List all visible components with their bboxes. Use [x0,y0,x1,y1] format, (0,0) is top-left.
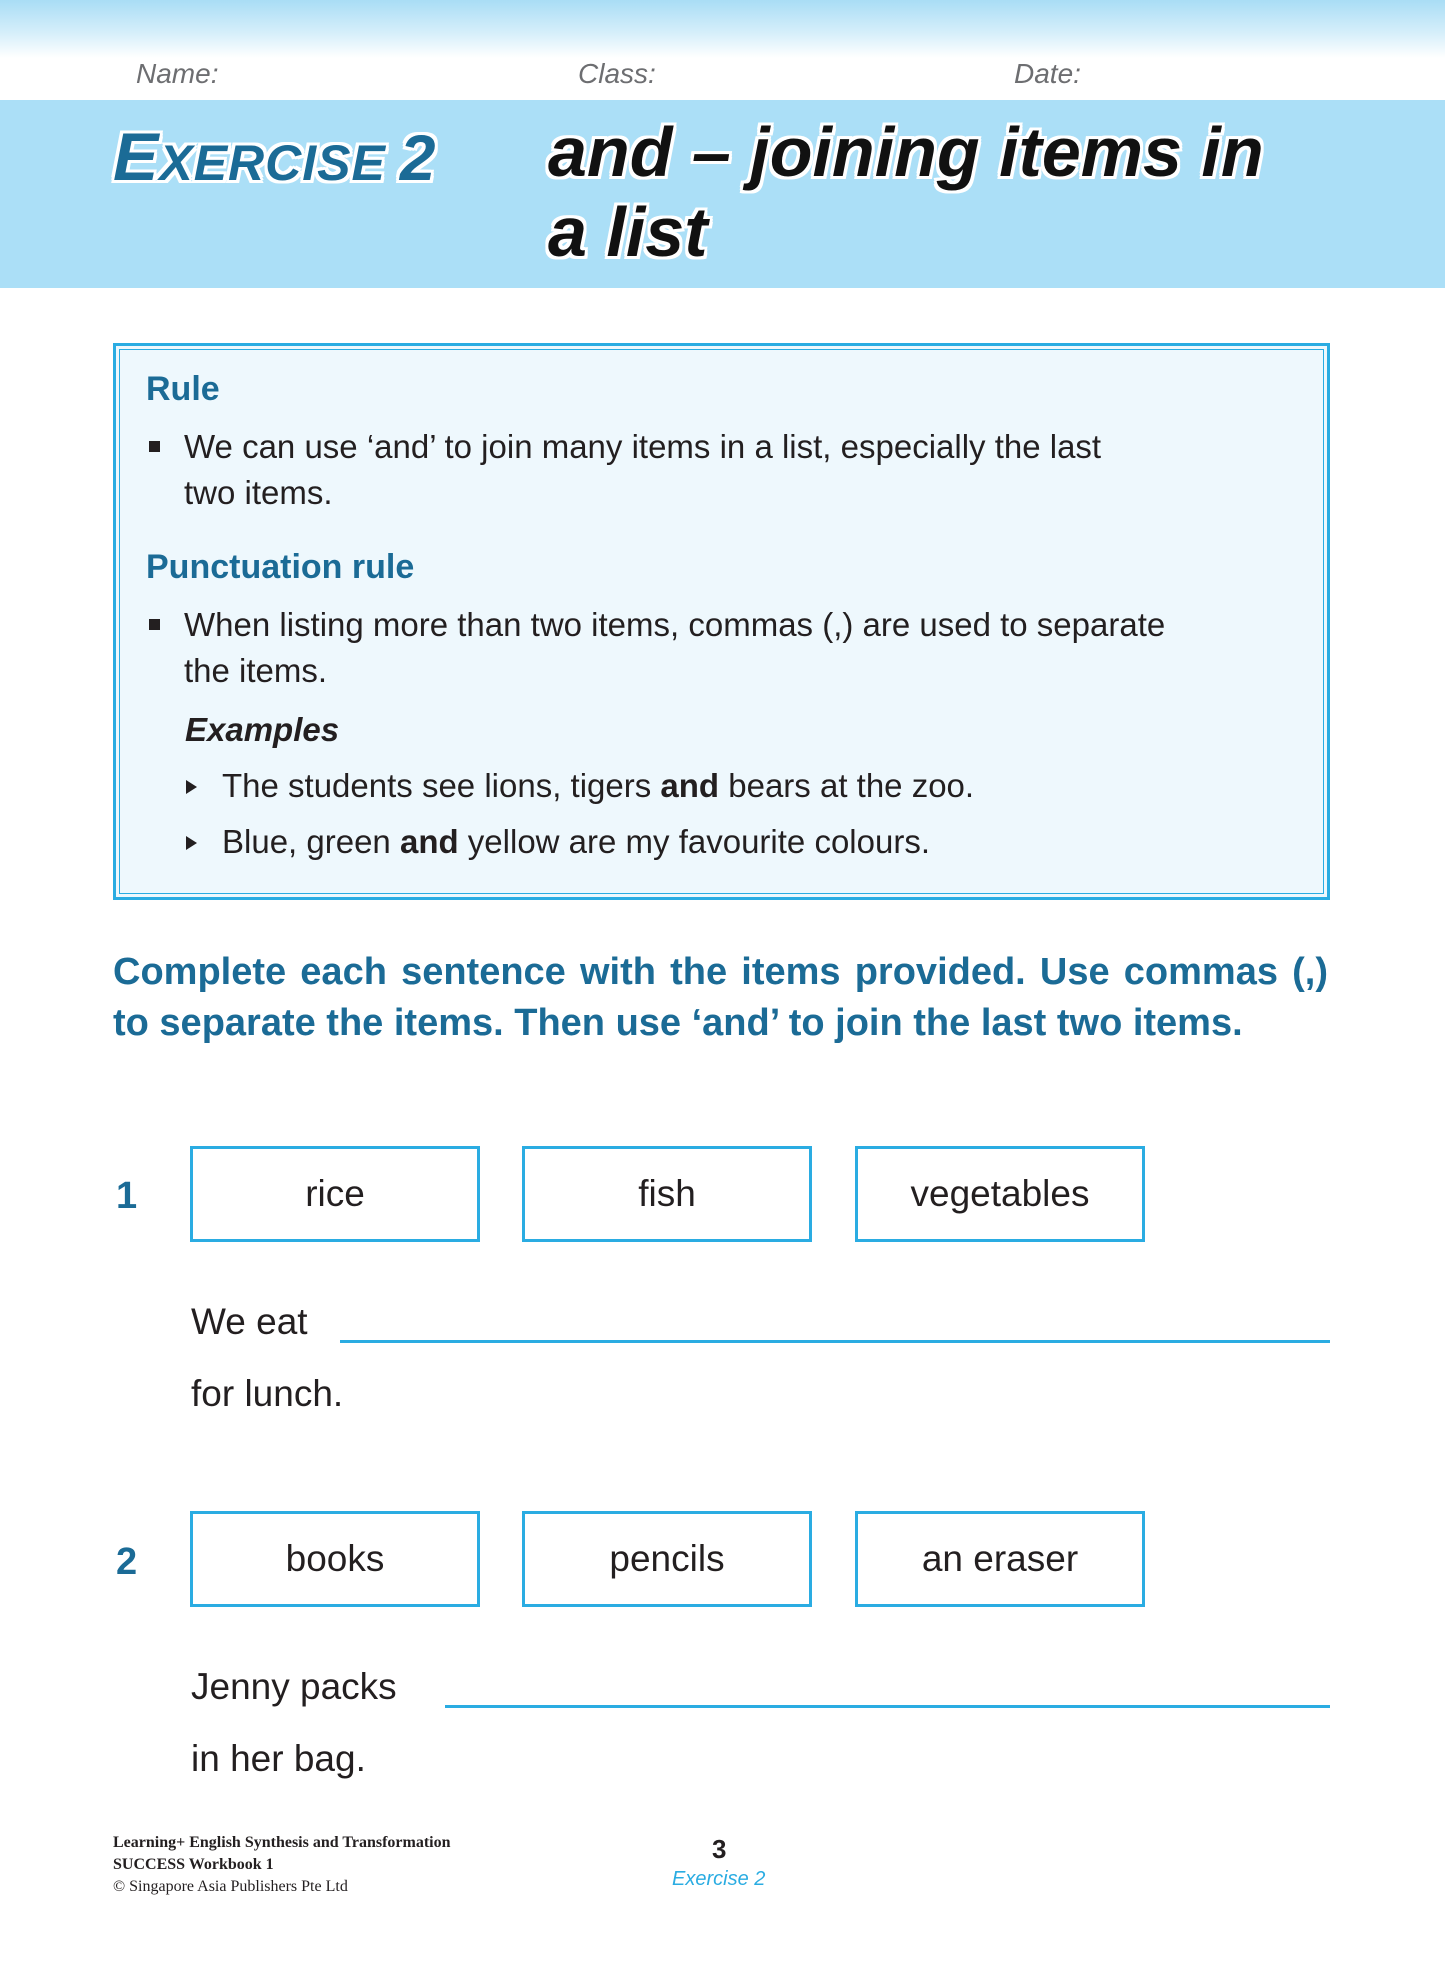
item-box-an-eraser: an eraser [855,1511,1145,1607]
punctuation-bullet-line-1: When listing more than two items, commas (,) are used to separate [184,606,1166,643]
item-box-books: books [190,1511,480,1607]
examples-heading: Examples [185,711,340,748]
footer-workbook: SUCCESS Workbook 1 [113,1856,274,1873]
item-box-pencils: pencils [522,1511,812,1607]
class-label: Class: [578,58,656,89]
item-box-fish: fish [522,1146,812,1242]
rule-heading: Rule [146,370,220,408]
instruction-text: Complete each sentence with the items provided. Use commas (,) to separate the items. Then use ‘and’ to join the last two items. [113,951,1328,1044]
punctuation-bullet-text [184,602,1294,694]
footer-book-title: Learning+ English Synthesis and Transformation [113,1834,451,1851]
punctuation-rule-heading: Punctuation rule [146,548,415,586]
page-number: 3 [712,1834,727,1864]
rule-bullet-text [184,424,1294,516]
sentence-1-end: for lunch. [191,1373,344,1414]
answer-input-1[interactable] [340,1289,1330,1343]
square-bullet-icon [149,619,160,630]
title-line-2: a list [548,193,708,271]
item-box-rice: rice [190,1146,480,1242]
rule-bullet-line-1: We can use ‘and’ to join many items in a list, especially the last [184,428,1102,465]
sentence-1-start: We eat [191,1301,308,1342]
top-gradient-band [0,0,1445,58]
page-title [548,112,1348,272]
exercise-label [113,118,436,196]
emphasis-and: and [399,823,459,860]
footer-copyright: © Singapore Asia Publishers Pte Ltd [113,1878,348,1895]
emphasis-and: and [660,767,720,804]
answer-input-2[interactable] [445,1654,1330,1708]
sentence-2-start: Jenny packs [191,1666,397,1707]
question-number-1: 1 [116,1175,138,1217]
punctuation-bullet-line-2: the items. [184,652,328,689]
exercise-word-rest: XERCISE [159,135,386,191]
triangle-bullet-icon [186,780,197,794]
square-bullet-icon [149,441,160,452]
triangle-bullet-icon [186,836,197,850]
exercise-number: 2 [399,122,437,194]
question-number-2: 2 [116,1541,138,1583]
rule-bullet-line-2: two items. [184,474,333,511]
footer-exercise-label: Exercise 2 [672,1868,766,1890]
name-label: Name: [136,58,219,89]
example-sentence-2: Blue, green and yellow are my favourite colours. [222,823,930,860]
date-label: Date: [1014,58,1081,89]
footer-book-info [113,1832,451,1898]
example-sentence-1: The students see lions, tigers and bears at the zoo. [222,767,975,804]
sentence-2-end: in her bag. [191,1738,366,1779]
item-box-vegetables: vegetables [855,1146,1145,1242]
title-line-1: and – joining items in [548,113,1264,191]
exercise-first-letter: E [113,119,160,195]
